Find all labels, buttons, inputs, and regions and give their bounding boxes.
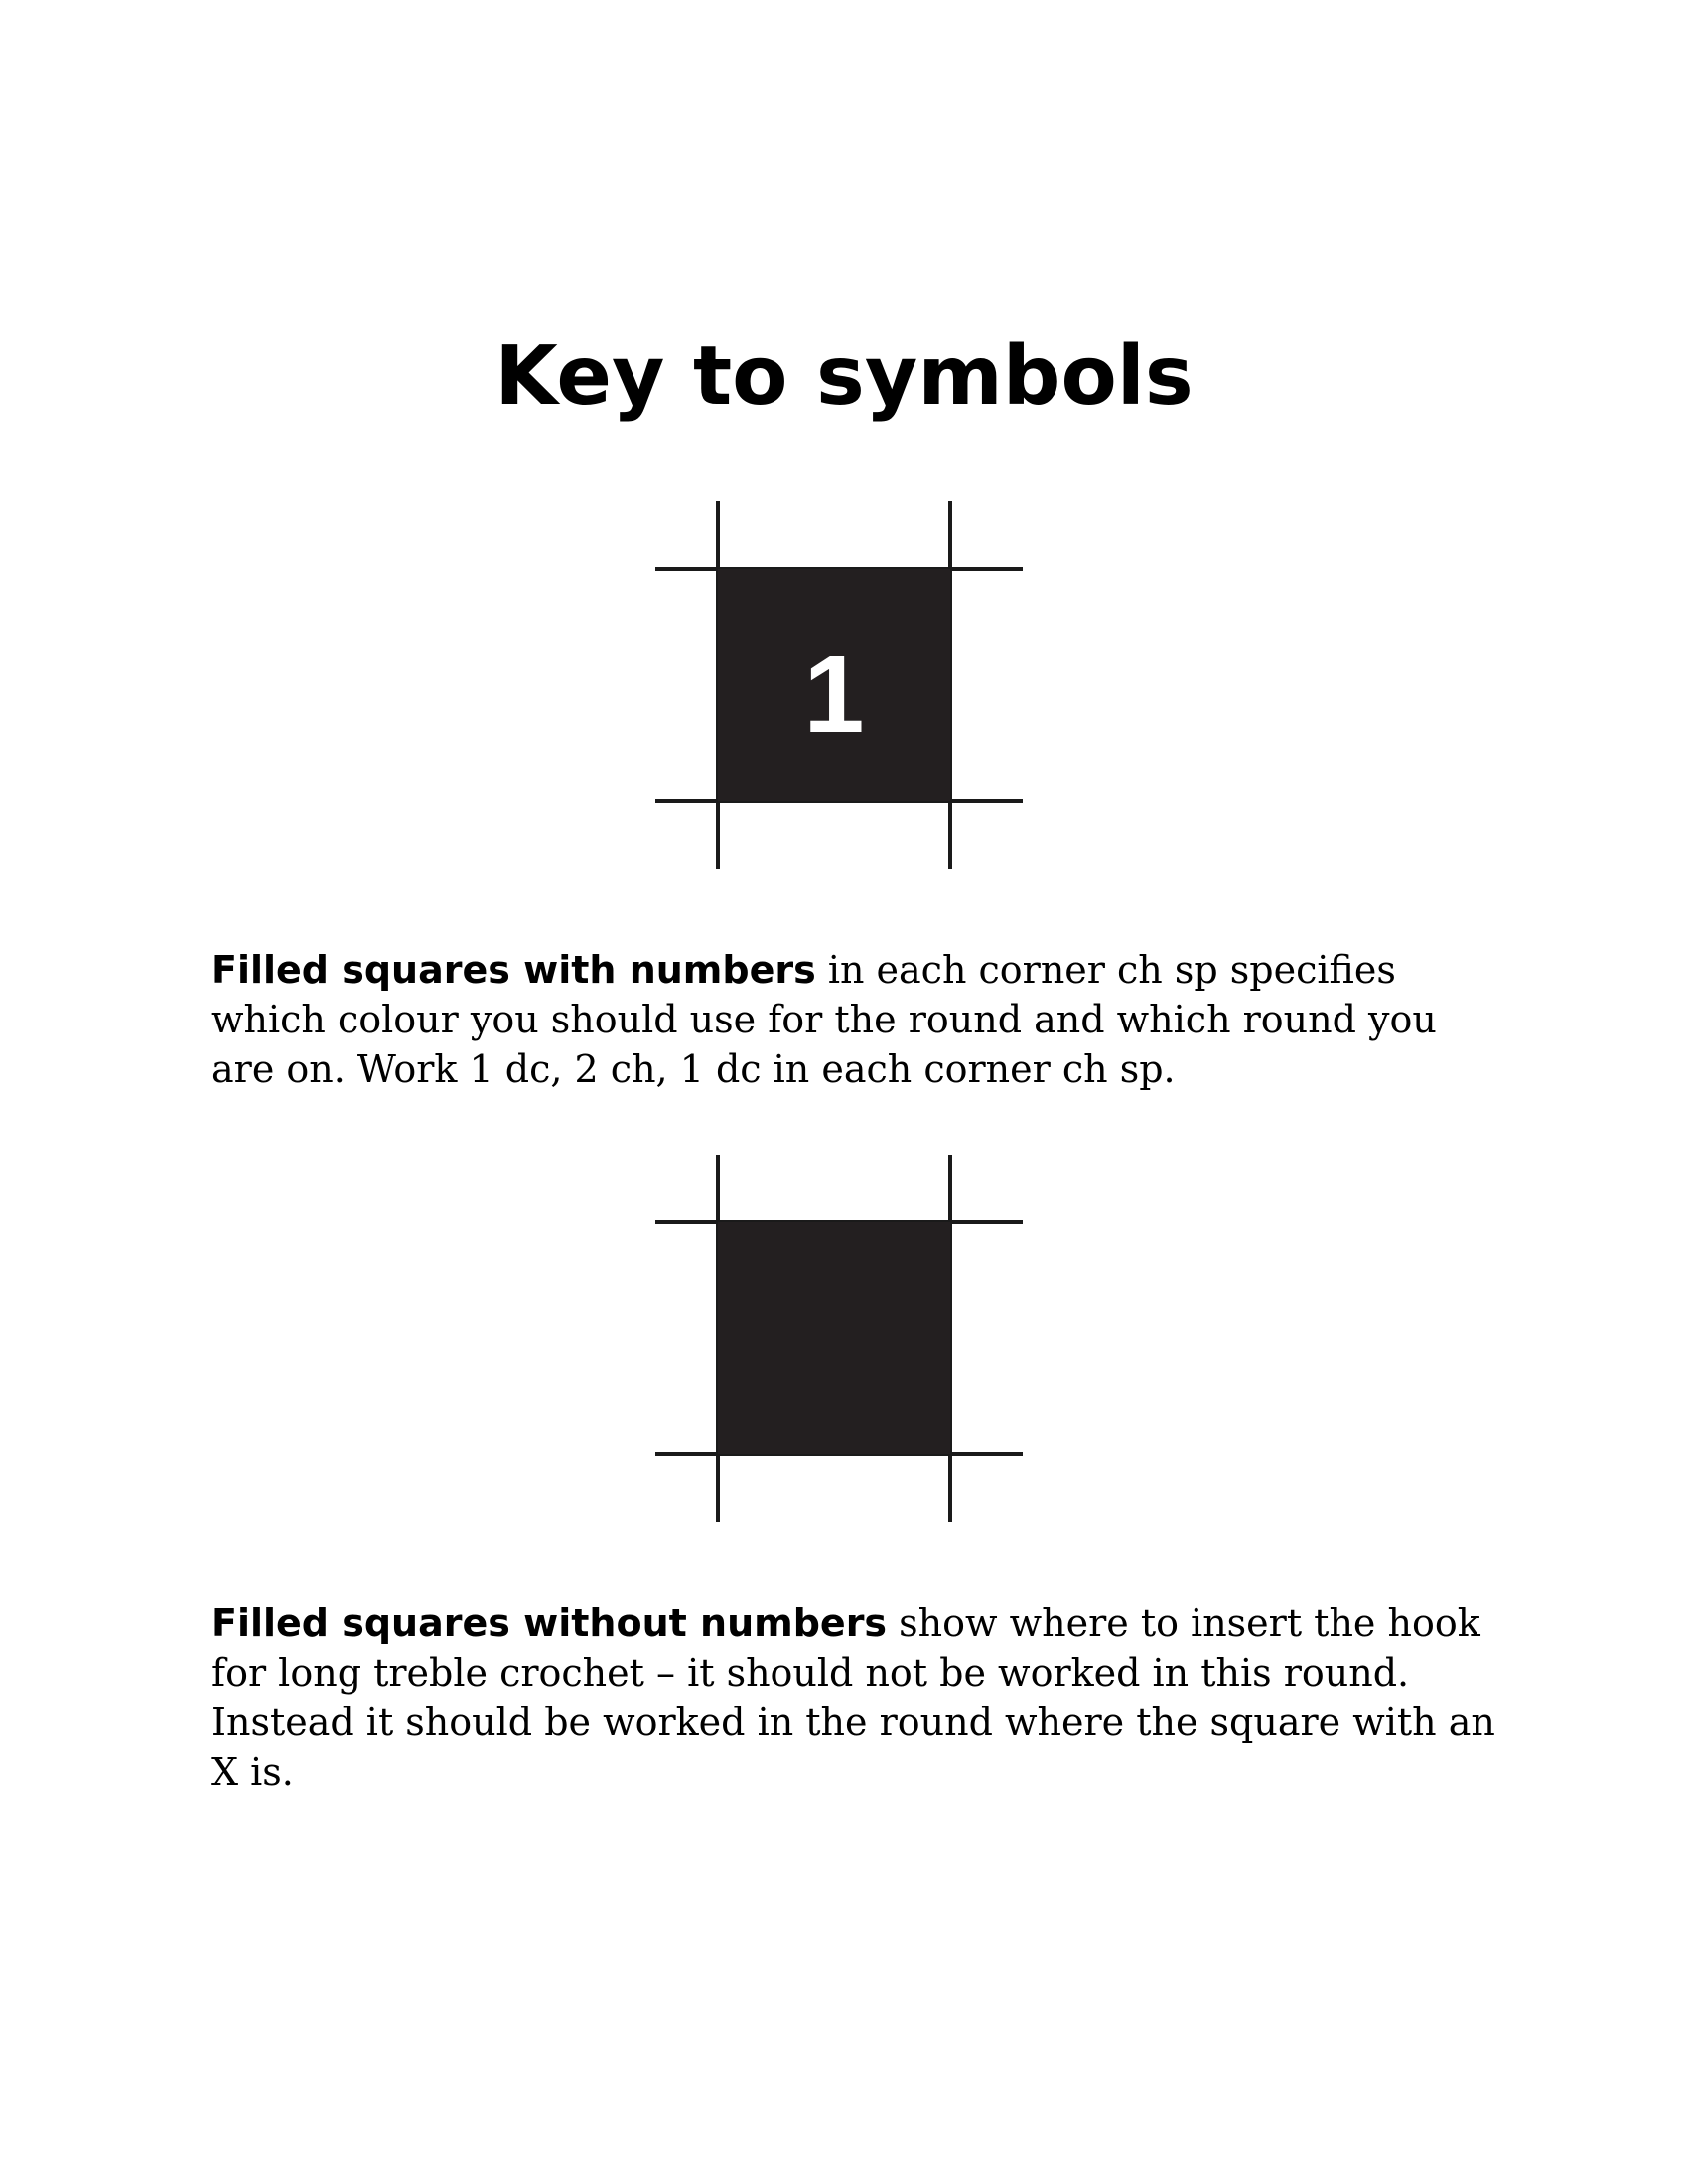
- symbol-text-numbered: in each corner ch sp specifies which colour you should use for the round and which round you are on. Work 1 dc, 2 ch, 1 dc in each corner ch sp.: [211, 948, 1437, 1091]
- square-number: 1: [803, 633, 865, 755]
- symbol-description-unnumbered: [211, 1598, 1502, 1797]
- filled-square-icon: [655, 1155, 1023, 1522]
- page-title: Key to symbols: [494, 330, 1194, 424]
- filled-square-with-number-icon: [655, 501, 1023, 869]
- symbol-lead-numbered: Filled squares with numbers: [211, 948, 816, 992]
- symbol-lead-unnumbered: Filled squares without numbers: [211, 1601, 888, 1645]
- symbol-text-unnumbered: show where to insert the hook for long treble crochet – it should not be worked in this round. Instead it should be worked in the round where the square with an X is.: [211, 1601, 1495, 1794]
- symbol-description-numbered: [211, 945, 1502, 1094]
